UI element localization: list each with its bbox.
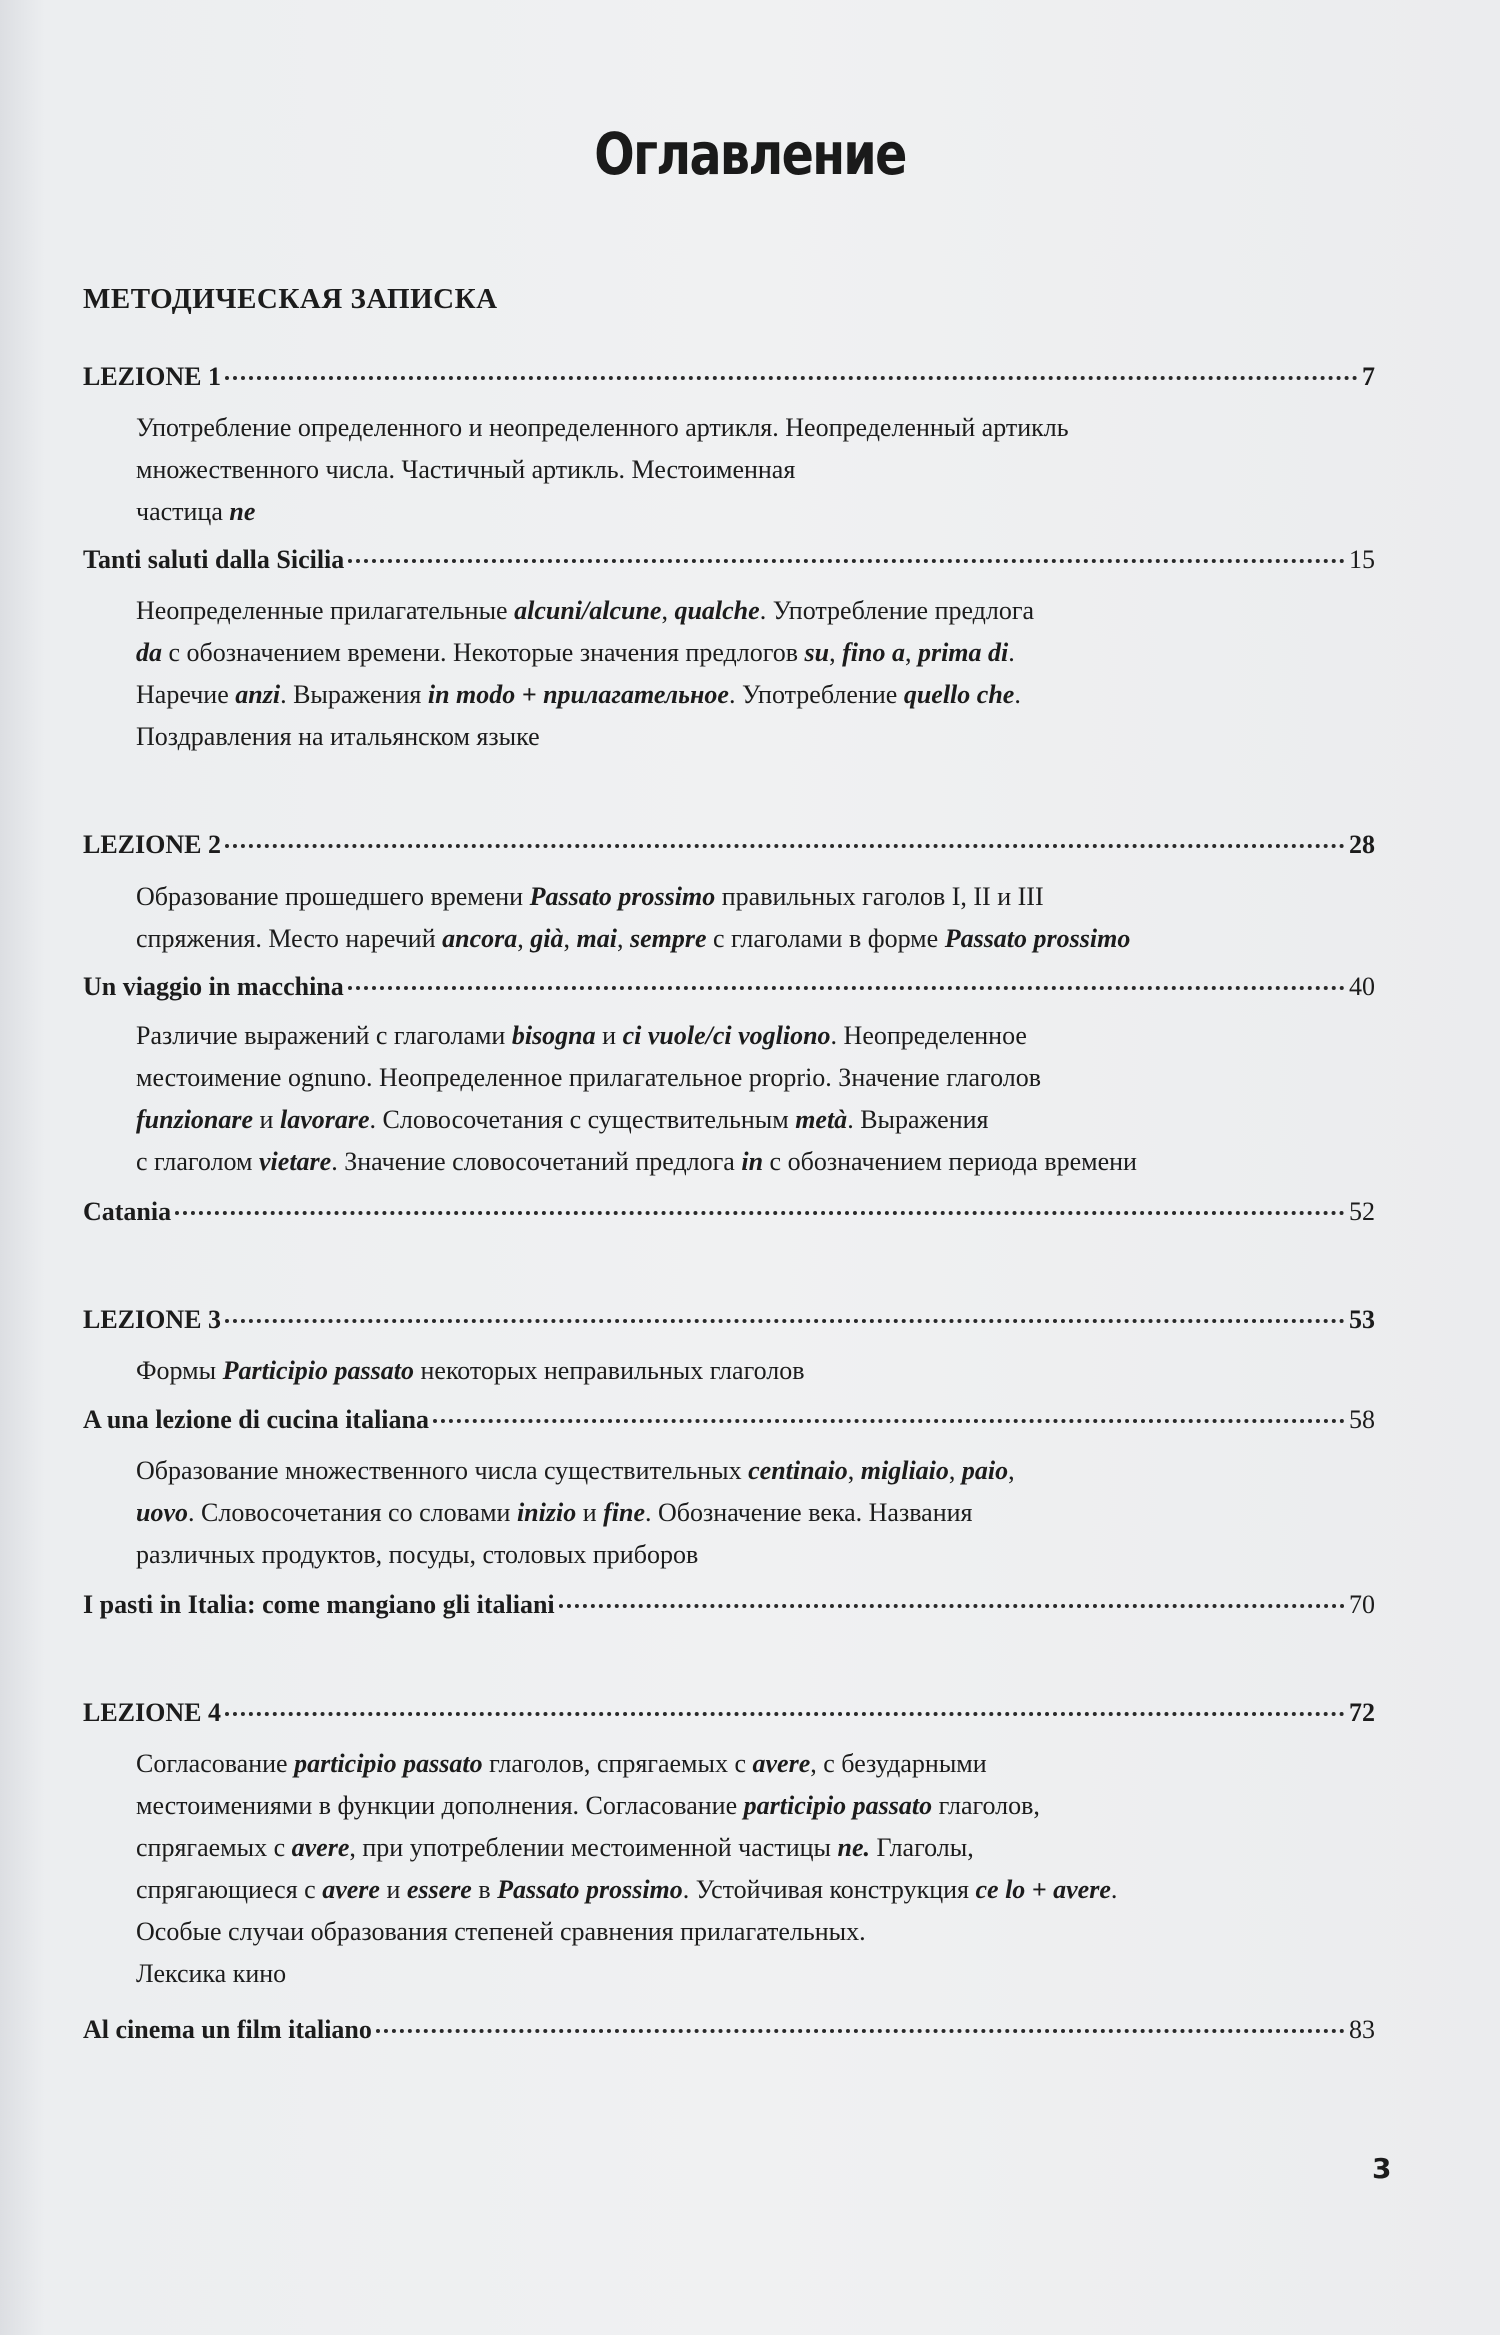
desc-term: avere [322,1875,380,1904]
toc-description-7 [136,1743,1381,1995]
desc-text: . [1008,638,1015,667]
toc-entry-page: 58 [1349,1405,1375,1434]
desc-line [136,918,1381,960]
desc-text: Неопределенные прилагательные [136,596,515,625]
toc-entry-label: A una lezione di cucina italiana [83,1405,429,1434]
desc-term: sempre [629,924,707,953]
leader-dots [175,1211,1345,1215]
desc-term: su [804,638,830,667]
desc-text: некоторых неправильных глаголов [413,1356,805,1385]
desc-text: и [253,1105,280,1134]
desc-text: , [1008,1456,1015,1485]
desc-text: , [517,924,531,953]
desc-line: множественного числа. Частичный артикль. Местоименная [136,455,796,484]
desc-term: Passato prossimo [529,882,716,911]
toc-entry-tanti-saluti[interactable] [83,545,1375,575]
desc-text: , [904,638,918,667]
desc-term: avere [752,1749,811,1778]
desc-term: bisogna [511,1021,596,1050]
desc-term: Passato prossimo [497,1875,683,1904]
desc-term: paio [961,1456,1009,1485]
desc-term: già [530,924,564,953]
desc-line [136,1743,1381,1785]
desc-line [136,1141,1381,1183]
desc-term: mai [576,924,617,953]
desc-line: Лексика кино [136,1959,287,1988]
toc-entry-label: Catania [83,1197,172,1226]
desc-text: Образование множественного числа существительных [136,1456,749,1485]
desc-line [136,1492,1381,1534]
toc-description-5 [136,1350,1381,1392]
desc-text: . [1014,680,1021,709]
toc-entry-catania[interactable] [83,1197,1375,1227]
desc-text: спряжения. Место наречий [136,924,443,953]
desc-term: ne [229,497,256,526]
desc-text: спрягаемых с [136,1833,292,1862]
leader-dots [348,559,1345,563]
page-number: 3 [1372,2152,1392,2185]
toc-entry-lezione-1[interactable] [83,362,1375,392]
desc-line: местоимение ognuno. Неопределенное прилагательное prорrio. Значение глаголов [136,1063,1041,1092]
desc-term: fino a [842,638,905,667]
toc-description-1 [136,407,1381,533]
toc-entry-page: 7 [1362,362,1375,391]
desc-term: Participio passato [222,1356,414,1385]
leader-dots [225,1712,1345,1716]
desc-term: uovo [136,1498,188,1527]
desc-text: спрягающиеся с [136,1875,323,1904]
desc-line [136,1099,1381,1141]
desc-text: с глаголами в форме [706,924,945,953]
toc-entry-label: I pasti in Italia: come mangiano gli italiani [83,1590,555,1619]
leader-dots [225,376,1358,380]
toc-entry-page: 52 [1349,1197,1375,1226]
desc-term: alcuni/alcune [514,596,662,625]
toc-entry-page: 70 [1349,1590,1375,1619]
desc-text: Образование прошедшего времени [136,882,530,911]
desc-term: in [741,1147,764,1176]
desc-text: местоимениями в функции дополнения. Согласование [136,1791,744,1820]
desc-line [136,491,1381,533]
desc-term: lavorare [279,1105,370,1134]
leader-dots [376,2029,1345,2033]
desc-term: ce lo + avere [975,1875,1111,1904]
desc-text: . Выражения [847,1105,989,1134]
desc-line [136,674,1381,716]
desc-text: , при употреблении местоименной частицы [349,1833,838,1862]
leader-dots [559,1604,1345,1608]
desc-term: anzi [235,680,281,709]
desc-term: funzionare [136,1105,254,1134]
desc-term: qualche [674,596,760,625]
toc-entry-al-cinema[interactable] [83,2015,1375,2045]
desc-term: inizio [516,1498,577,1527]
toc-entry-label: Tanti saluti dalla Sicilia [83,545,345,574]
desc-term: vietare [259,1147,332,1176]
desc-text: Различие выражений с глаголами [136,1021,512,1050]
desc-term: participio passato [743,1791,933,1820]
toc-description-3 [136,876,1381,960]
toc-entry-i-pasti[interactable] [83,1590,1375,1620]
desc-line [136,1869,1381,1911]
desc-line: Поздравления на итальянском языке [136,722,540,751]
toc-entry-a-una-lezione[interactable] [83,1405,1375,1435]
desc-term: avere [291,1833,350,1862]
desc-text: . [1110,1875,1118,1904]
toc-entry-page: 15 [1349,545,1375,574]
desc-term: participio passato [294,1749,483,1778]
desc-line [136,1785,1381,1827]
toc-entry-label: LEZIONE 1 [83,362,221,391]
desc-text: , [948,1456,962,1485]
desc-text: . Словосочетания с существительным [369,1105,796,1134]
desc-text: . Значение словосочетаний предлога [331,1147,742,1176]
desc-text: Глаголы, [870,1833,974,1862]
toc-entry-label: LEZIONE 2 [83,830,221,859]
desc-line: Особые случаи образования степеней сравнения прилагательных. [136,1917,866,1946]
desc-text: и [595,1021,623,1050]
toc-entry-label: Un viaggio in macchina [83,972,344,1001]
toc-description-4 [136,1015,1381,1183]
desc-text: глаголов, спрягаемых с [482,1749,753,1778]
desc-term: ci vuole/ci vogliono [622,1021,831,1050]
desc-term: da [136,638,162,667]
desc-term: ancora [442,924,518,953]
desc-text: и [379,1875,407,1904]
desc-text: правильных гаголов I, II и III [715,882,1044,911]
desc-text: , [829,638,843,667]
desc-line [136,590,1381,632]
desc-text: . Выражения [280,680,428,709]
desc-term: metà [795,1105,848,1134]
desc-text: Наречие [136,680,236,709]
leader-dots [433,1419,1345,1423]
desc-text: , [847,1456,861,1485]
desc-text: глаголов, [932,1791,1040,1820]
desc-term: prima di [917,638,1009,667]
desc-text: . Употребление предлога [759,596,1035,625]
desc-text: с обозначением периода времени [763,1147,1137,1176]
section-metodicheskaya: МЕТОДИЧЕСКАЯ ЗАПИСКА [83,283,498,315]
desc-term: fine [603,1498,646,1527]
desc-text: с обозначением времени. Некоторые значения предлогов [162,638,805,667]
toc-entry-page: 72 [1349,1698,1375,1727]
desc-term: migliaio [860,1456,949,1485]
toc-entry-label: Al cinema un film italiano [83,2015,372,2044]
desc-text: . Неопределенное [830,1021,1027,1050]
toc-entry-label: LEZIONE 4 [83,1698,221,1727]
page-title: Оглавление [594,120,906,188]
toc-entry-page: 28 [1349,830,1375,859]
toc-entry-un-viaggio[interactable] [83,972,1375,1002]
leader-dots [225,844,1345,848]
desc-term: quello che [903,680,1015,709]
desc-term: in modo + прилагательное [427,680,729,709]
desc-line [136,1350,1381,1392]
toc-entry-page: 40 [1349,972,1375,1001]
desc-text: Формы [136,1356,223,1385]
desc-text: . Обозначение века. Названия [645,1498,973,1527]
desc-text: , с безударными [810,1749,987,1778]
toc-description-2 [136,590,1381,758]
toc-entry-lezione-4[interactable] [83,1698,1375,1728]
desc-term: Passato prossimo [944,924,1131,953]
toc-entry-label: LEZIONE 3 [83,1305,221,1334]
desc-text: , [616,924,630,953]
toc-description-6 [136,1450,1381,1576]
desc-line [136,632,1381,674]
desc-text: . Употребление [728,680,904,709]
leader-dots [348,986,1345,990]
desc-text: , [661,596,675,625]
desc-text: в [471,1875,498,1904]
desc-term: centinaio [748,1456,848,1485]
desc-text: Согласование [136,1749,295,1778]
desc-line: различных продуктов, посуды, столовых приборов [136,1540,699,1569]
toc-entry-lezione-2[interactable] [83,830,1375,860]
toc-entry-page: 53 [1349,1305,1375,1334]
desc-line [136,1015,1381,1057]
desc-text: . Словосочетания со словами [188,1498,517,1527]
leader-dots [225,1319,1345,1323]
desc-text: с глаголом [136,1147,260,1176]
desc-text: , [563,924,577,953]
desc-text: . Устойчивая конструкция [682,1875,976,1904]
toc-entry-page: 83 [1349,2015,1375,2044]
desc-term: essere [406,1875,472,1904]
desc-line [136,1827,1381,1869]
desc-line [136,876,1381,918]
desc-text: и [576,1498,604,1527]
desc-line [136,1450,1381,1492]
desc-term: ne. [837,1833,870,1862]
desc-line: Употребление определенного и неопределенного артикля. Неопределенный артикль [136,413,1069,442]
desc-text: частица [136,497,230,526]
toc-entry-lezione-3[interactable] [83,1305,1375,1335]
